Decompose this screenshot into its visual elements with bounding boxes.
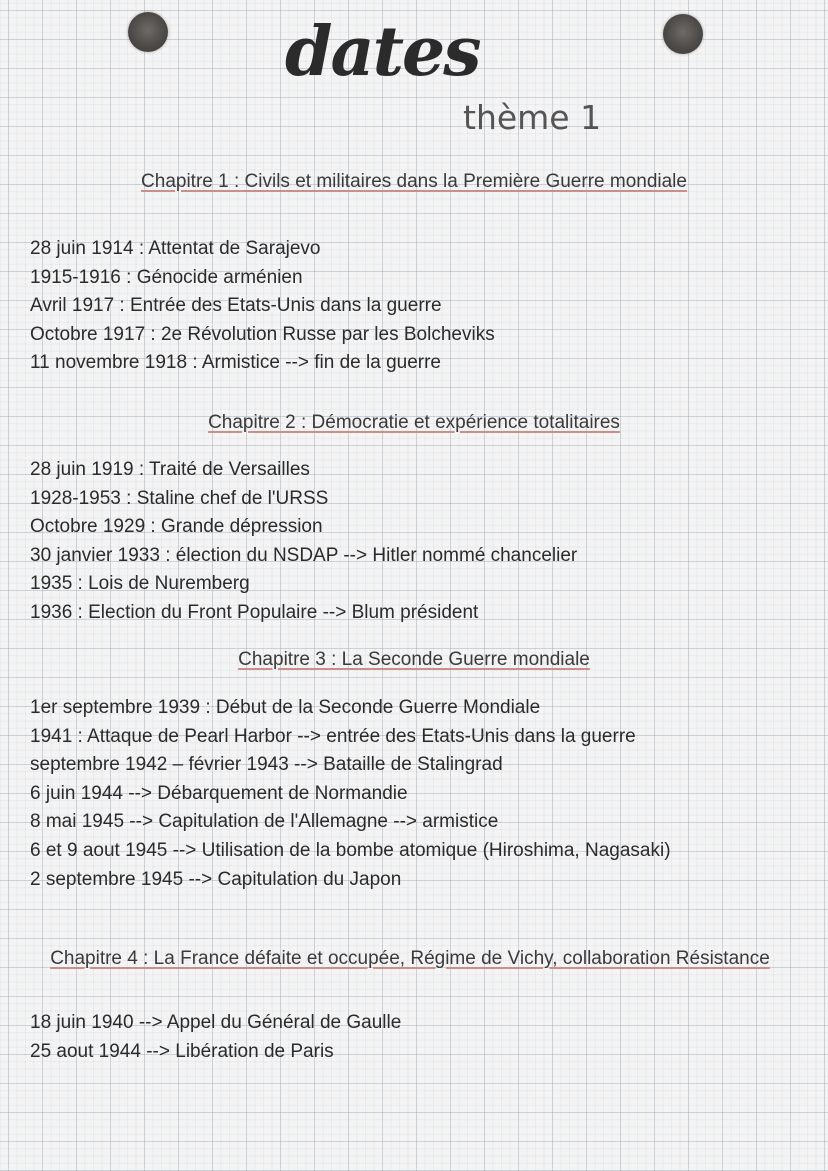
- list-item: 1941 : Attaque de Pearl Harbor --> entrée des Etats-Unis dans la guerre: [30, 725, 636, 747]
- chapter-4-entries: [30, 1009, 820, 1066]
- list-item: 11 novembre 1918 : Armistice --> fin de la guerre: [30, 352, 441, 374]
- chapter-1-heading: Chapitre 1 : Civils et militaires dans la Première Guerre mondiale: [141, 171, 687, 192]
- list-item: 6 juin 1944 --> Débarquement de Normandie: [30, 782, 408, 804]
- list-item: Avril 1917 : Entrée des Etats-Unis dans la guerre: [30, 295, 442, 317]
- list-item: 2 septembre 1945 --> Capitulation du Japon: [30, 868, 402, 890]
- chapter-3-entries: [30, 694, 820, 894]
- chapter-2-entries: [30, 456, 820, 628]
- list-item: 6 et 9 aout 1945 --> Utilisation de la bombe atomique (Hiroshima, Nagasaki): [30, 839, 671, 861]
- list-item: 1935 : Lois de Nuremberg: [30, 573, 250, 595]
- list-item: 28 juin 1914 : Attentat de Sarajevo: [30, 238, 321, 259]
- list-item: Octobre 1917 : 2e Révolution Russe par les Bolcheviks: [30, 323, 495, 345]
- list-item: 25 aout 1944 --> Libération de Paris: [30, 1040, 334, 1062]
- list-item: 28 juin 1919 : Traité de Versailles: [30, 459, 310, 480]
- chapter-2-heading: Chapitre 2 : Démocratie et expérience totalitaires: [208, 412, 620, 433]
- chapter-3-heading: Chapitre 3 : La Seconde Guerre mondiale: [238, 649, 590, 670]
- list-item: 8 mai 1945 --> Capitulation de l'Allemagne --> armistice: [30, 811, 499, 833]
- list-item: 1915-1916 : Génocide arménien: [30, 266, 303, 288]
- page-subtitle: thème 1: [463, 98, 602, 137]
- binder-hole-left: [128, 12, 168, 52]
- list-item: septembre 1942 – février 1943 --> Bataille de Stalingrad: [30, 754, 503, 776]
- list-item: 1928-1953 : Staline chef de l'URSS: [30, 487, 329, 509]
- chapter-1-entries: [30, 235, 820, 378]
- list-item: Octobre 1929 : Grande dépression: [30, 516, 323, 538]
- list-item: 1936 : Election du Front Populaire --> Blum président: [30, 601, 479, 623]
- list-item: 18 juin 1940 --> Appel du Général de Gaulle: [30, 1012, 402, 1033]
- list-item: 1er septembre 1939 : Début de la Seconde Guerre Mondiale: [30, 697, 541, 718]
- page-title: dates: [285, 12, 480, 92]
- binder-hole-right: [663, 14, 703, 54]
- chapter-4-heading: Chapitre 4 : La France défaite et occupée, Régime de Vichy, collaboration Résistance: [50, 948, 770, 969]
- list-item: 30 janvier 1933 : élection du NSDAP --> Hitler nommé chancelier: [30, 544, 578, 566]
